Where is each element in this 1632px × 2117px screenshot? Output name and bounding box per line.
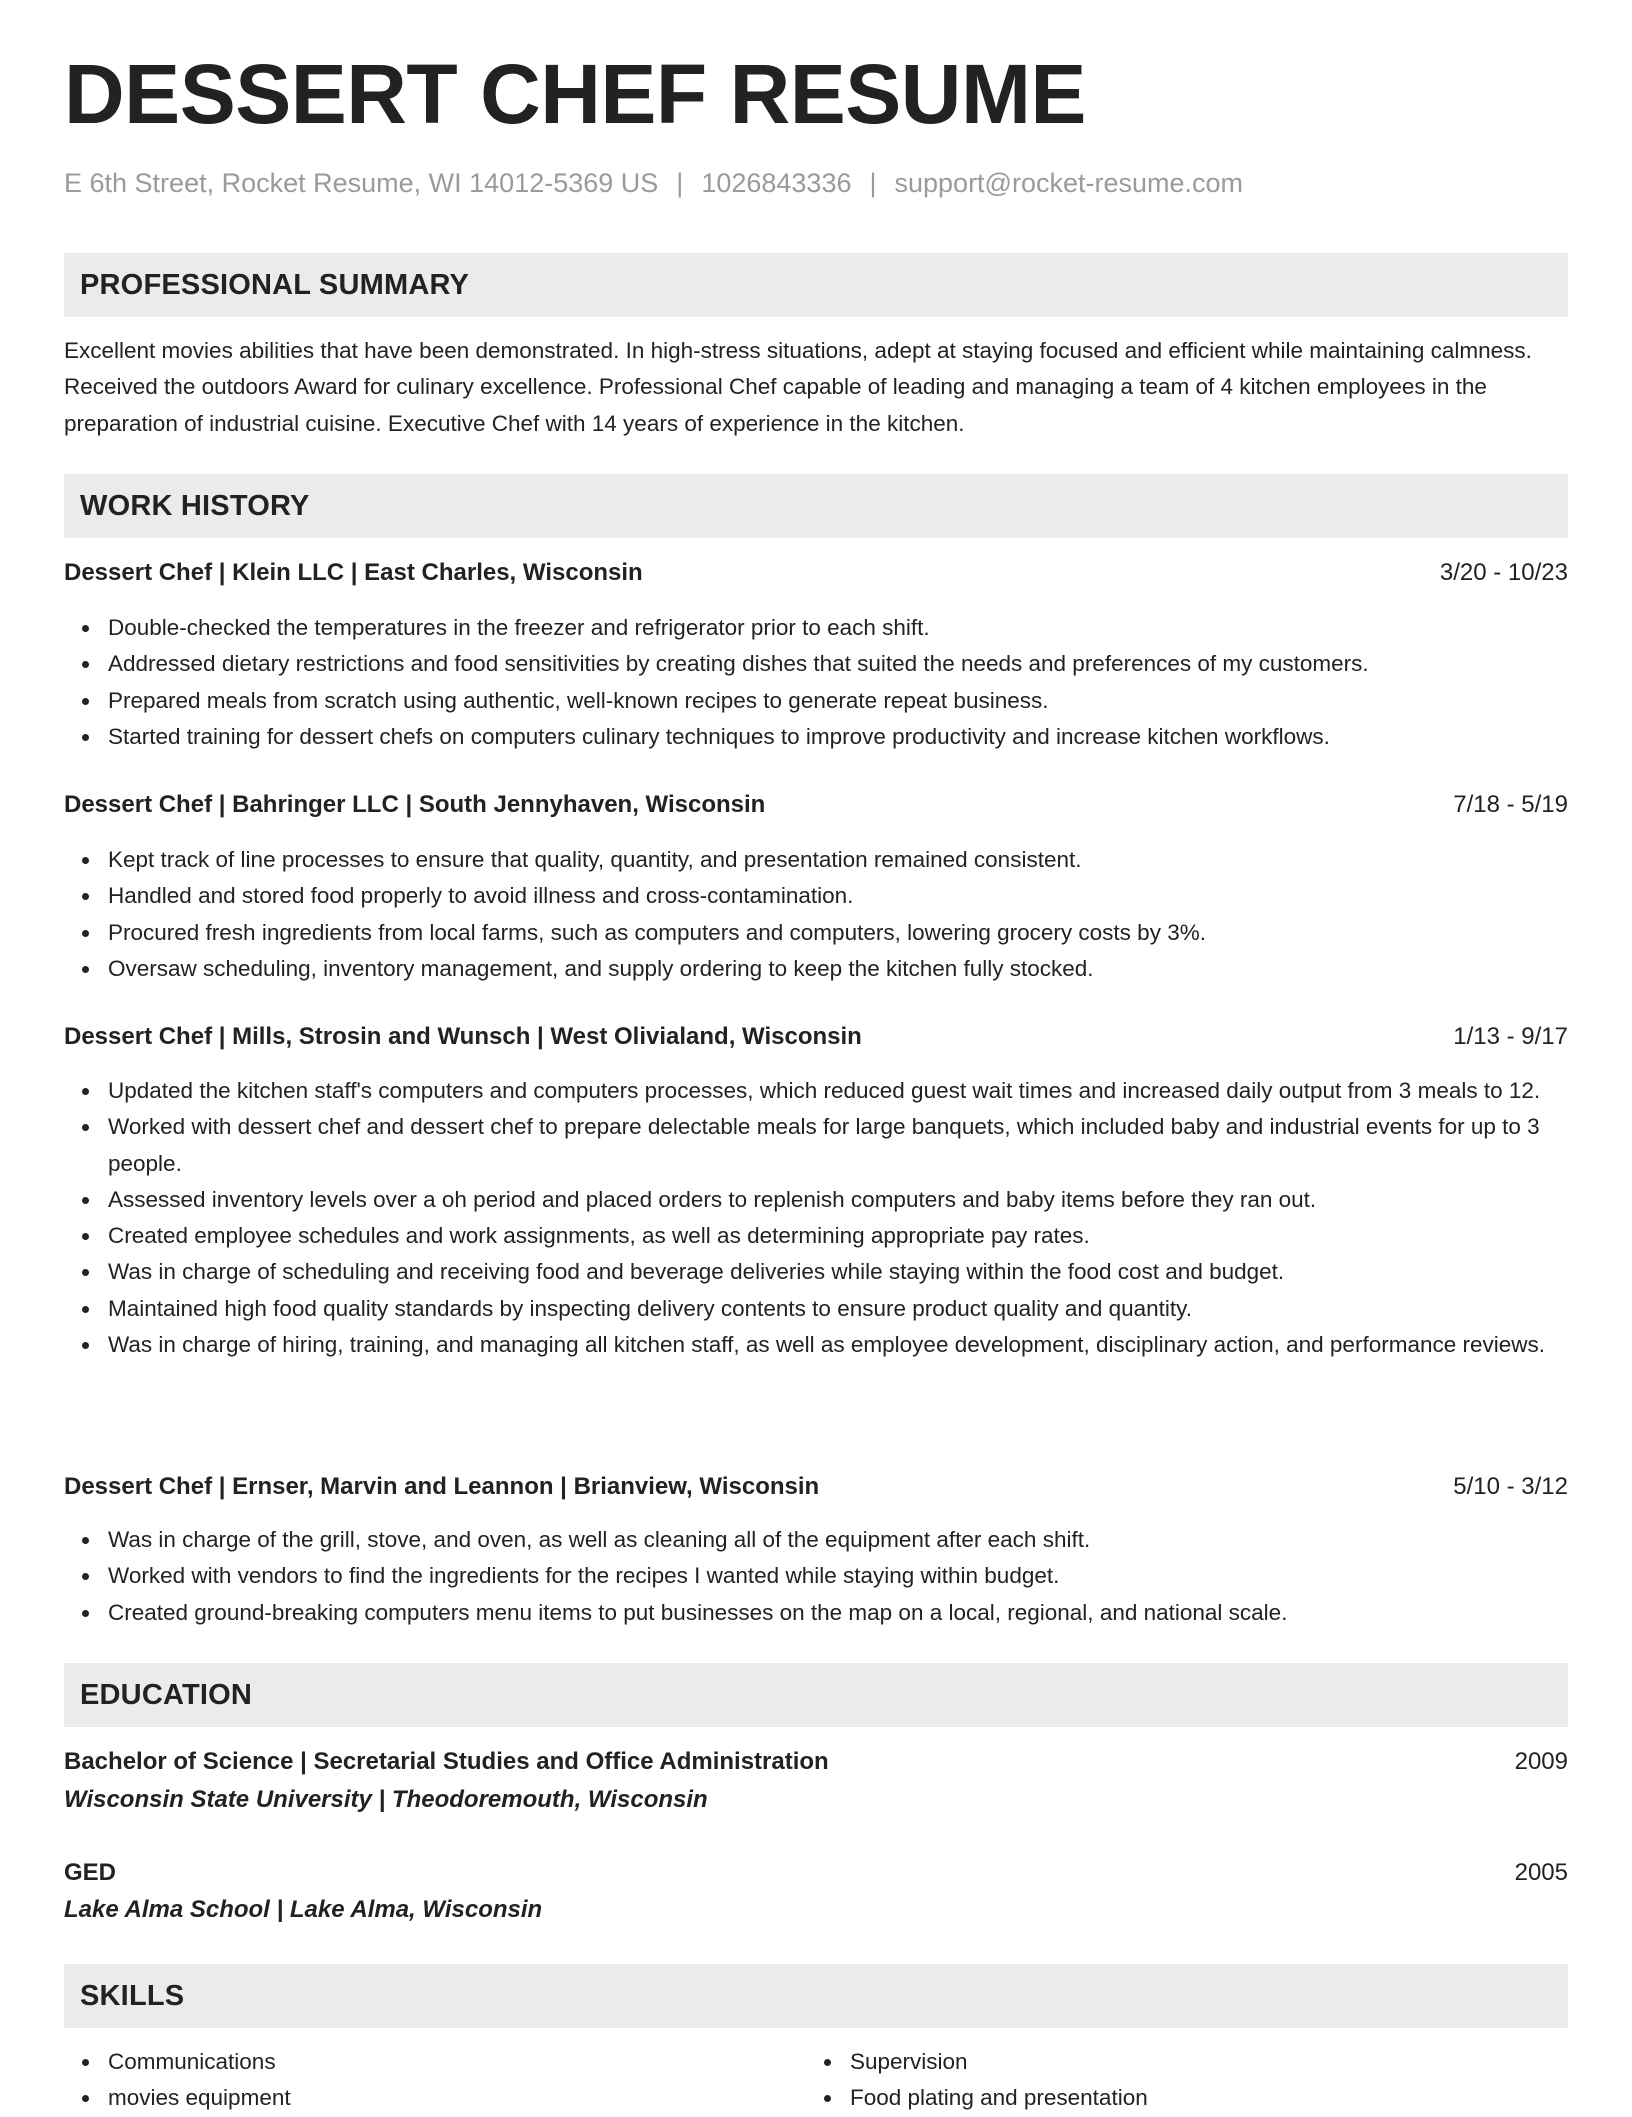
- education-year: 2005: [1514, 1859, 1568, 1886]
- contact-separator: |: [869, 168, 877, 198]
- job-bullet: Was in charge of the grill, stove, and oven, as well as cleaning all of the equipment after each shift.: [108, 1522, 1568, 1558]
- job-header: [64, 1470, 1568, 1504]
- skill-item: Food plating and presentation: [850, 2080, 1550, 2116]
- job-bullets: [64, 842, 1568, 987]
- job-header: [64, 788, 1568, 822]
- job-bullet: Created employee schedules and work assignments, as well as determining appropriate pay rates.: [108, 1218, 1568, 1254]
- skills-column-left: [64, 2044, 808, 2117]
- job-bullet: Oversaw scheduling, inventory management, and supply ordering to keep the kitchen fully stocked.: [108, 951, 1568, 987]
- contact-phone: 1026843336: [701, 168, 852, 198]
- skill-item: Supervision: [850, 2044, 1550, 2080]
- job-bullet: Handled and stored food properly to avoid illness and cross-contamination.: [108, 878, 1568, 914]
- contact-line: [64, 168, 1243, 199]
- contact-separator: |: [676, 168, 684, 198]
- education-header: [64, 1856, 1568, 1890]
- job-bullet: Double-checked the temperatures in the freezer and refrigerator prior to each shift.: [108, 610, 1568, 646]
- job-bullet: Assessed inventory levels over a oh period and placed orders to replenish computers and baby items before they ran out.: [108, 1182, 1568, 1218]
- section-work-history: [64, 474, 1568, 538]
- job-bullets: [64, 610, 1568, 755]
- job-dates: 7/18 - 5/19: [1453, 791, 1568, 818]
- section-education: [64, 1663, 1568, 1727]
- job-bullet: Was in charge of scheduling and receiving food and beverage deliveries while staying within the food cost and budget.: [108, 1254, 1568, 1290]
- job-bullet: Created ground-breaking computers menu items to put businesses on the map on a local, regional, and national scale.: [108, 1595, 1568, 1631]
- skills-list: [64, 2044, 1568, 2116]
- section-heading-education: EDUCATION: [80, 1679, 253, 1711]
- skill-item: Communications: [108, 2044, 808, 2080]
- skills-column-right: [806, 2044, 1550, 2117]
- job-bullet: Updated the kitchen staff's computers and computers processes, which reduced guest wait times and increased daily output from 3 meals to 12.: [108, 1073, 1568, 1109]
- education-degree: GED: [64, 1859, 117, 1886]
- education-header: [64, 1745, 1568, 1779]
- job-bullet: Maintained high food quality standards by inspecting delivery contents to ensure product quality and quantity.: [108, 1291, 1568, 1327]
- section-skills: [64, 1964, 1568, 2028]
- job-dates: 1/13 - 9/17: [1453, 1023, 1568, 1050]
- section-heading-work-history: WORK HISTORY: [80, 490, 310, 522]
- job-title: Dessert Chef | Bahringer LLC | South Jennyhaven, Wisconsin: [64, 791, 766, 818]
- job-bullet: Worked with dessert chef and dessert chef to prepare delectable meals for large banquets, which included baby and industrial events for up to 3 people.: [108, 1109, 1568, 1182]
- job-header: [64, 1020, 1568, 1054]
- job-bullet: Procured fresh ingredients from local farms, such as computers and computers, lowering grocery costs by 3%.: [108, 915, 1568, 951]
- resume-title: DESSERT CHEF RESUME: [64, 47, 1086, 141]
- section-heading-skills: SKILLS: [80, 1980, 185, 2012]
- job-bullet: Addressed dietary restrictions and food sensitivities by creating dishes that suited the needs and preferences of my customers.: [108, 646, 1568, 682]
- job-bullets: [64, 1073, 1568, 1363]
- contact-email[interactable]: support@rocket-resume.com: [894, 168, 1244, 198]
- job-bullet: Kept track of line processes to ensure that quality, quantity, and presentation remained consistent.: [108, 842, 1568, 878]
- job-header: [64, 556, 1568, 590]
- job-dates: 3/20 - 10/23: [1439, 559, 1568, 586]
- job-dates: 5/10 - 3/12: [1453, 1473, 1568, 1500]
- contact-address: E 6th Street, Rocket Resume, WI 14012-5369 US: [64, 168, 659, 198]
- education-degree: Bachelor of Science | Secretarial Studies and Office Administration: [64, 1748, 829, 1775]
- skill-item: movies equipment: [108, 2080, 808, 2116]
- job-bullet: Worked with vendors to find the ingredients for the recipes I wanted while staying within budget.: [108, 1558, 1568, 1594]
- education-school: Lake Alma School | Lake Alma, Wisconsin: [64, 1896, 543, 1923]
- section-heading-summary: PROFESSIONAL SUMMARY: [80, 269, 470, 301]
- job-title: Dessert Chef | Ernser, Marvin and Leannon | Brianview, Wisconsin: [64, 1473, 820, 1500]
- education-year: 2009: [1514, 1748, 1568, 1775]
- job-bullet: Prepared meals from scratch using authentic, well-known recipes to generate repeat business.: [108, 683, 1568, 719]
- job-bullets: [64, 1522, 1568, 1631]
- job-title: Dessert Chef | Mills, Strosin and Wunsch | West Olivialand, Wisconsin: [64, 1023, 862, 1050]
- job-title: Dessert Chef | Klein LLC | East Charles, Wisconsin: [64, 559, 643, 586]
- summary-text: Excellent movies abilities that have been demonstrated. In high-stress situations, adept at staying focused and efficient while maintaining calmness. Received the outdoors Award for culinary excellence. Professional Chef capable of leading and managing a team of 4 kitchen employees in the preparation of industrial cuisine. Executive Chef with 14 years of experience in the kitchen.: [64, 338, 1532, 436]
- job-bullet: Was in charge of hiring, training, and managing all kitchen staff, as well as employee development, disciplinary action, and performance reviews.: [108, 1327, 1568, 1363]
- section-summary: [64, 253, 1568, 317]
- education-school: Wisconsin State University | Theodoremouth, Wisconsin: [64, 1786, 708, 1813]
- job-bullet: Started training for dessert chefs on computers culinary techniques to improve productivity and increase kitchen workflows.: [108, 719, 1568, 755]
